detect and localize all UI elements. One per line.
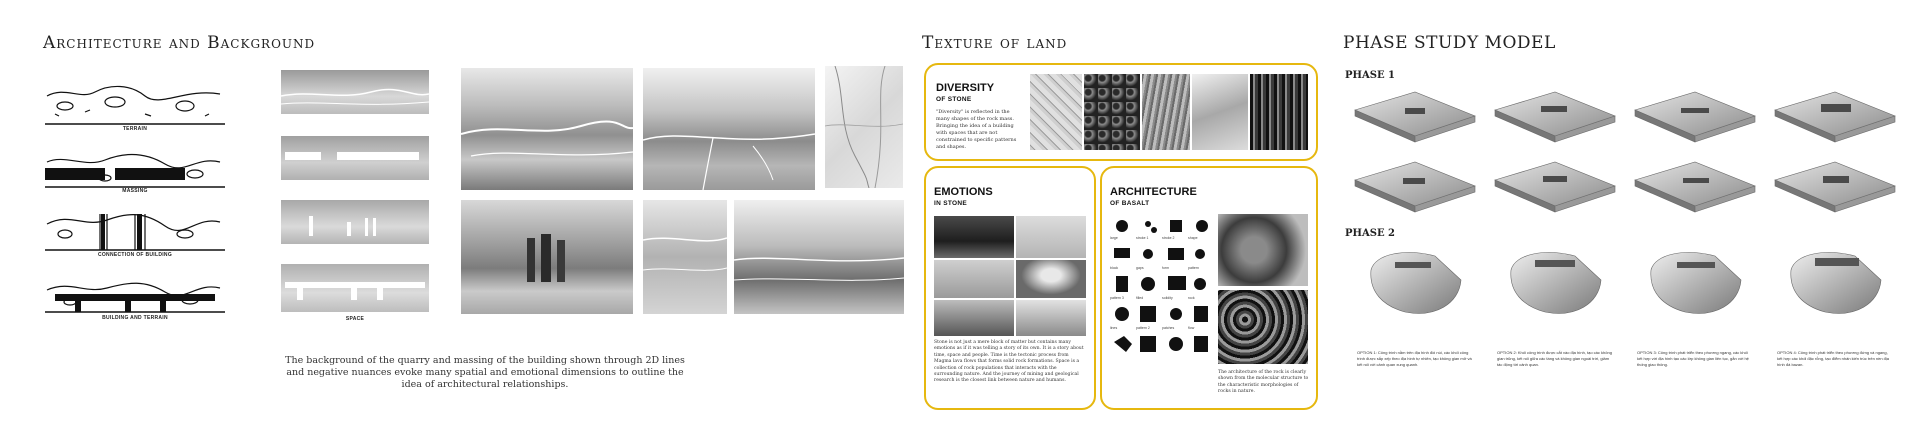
watercolor-tile-6-lines: [734, 200, 904, 314]
emotion-photo-5: [934, 300, 1014, 336]
phase2-models: [1365, 240, 1905, 340]
section-tile-1-lines: [281, 70, 429, 114]
basalt-pattern-label: rock: [1188, 296, 1195, 300]
basalt-pattern-label: block: [1110, 266, 1119, 270]
texture-title: Texture of land: [922, 33, 1068, 53]
emotions-subtitle: IN STONE: [934, 200, 967, 207]
watercolor-tile-5: [643, 200, 727, 314]
section-tile-1: [281, 70, 429, 114]
basalt-pattern-label: pattern 3: [1110, 296, 1124, 300]
basalt-pattern-label: shape: [1188, 236, 1198, 240]
basalt-title: ARCHITECTURE: [1110, 186, 1197, 198]
stone-texture-fractured: [1192, 74, 1248, 150]
watercolor-tile-1: [461, 68, 633, 190]
basalt-pattern-label: solidity: [1162, 296, 1173, 300]
basalt-pattern-label: flow: [1188, 326, 1195, 330]
watercolor-tile-4: [461, 200, 633, 314]
basalt-text: The architecture of the rock is clearly shown from the molecular structure to the characteristic morphologies of rocks in nature.: [1218, 370, 1309, 395]
sketch-label-connection: CONNECTION OF BUILDING: [97, 252, 173, 258]
diversity-title: DIVERSITY: [936, 82, 995, 94]
basalt-pattern-label: pattern 2: [1136, 326, 1150, 330]
phase1-model-drawings: [1345, 80, 1905, 230]
stone-texture-strata: [1142, 74, 1190, 150]
space-label: SPACE: [345, 316, 365, 322]
basalt-pattern-label: lines: [1110, 326, 1118, 330]
phase1-models: [1345, 80, 1905, 230]
emotion-photo-6: [1016, 300, 1086, 336]
emotions-title: EMOTIONS: [934, 186, 993, 198]
basalt-pattern-label: stroke 1: [1136, 236, 1149, 240]
architecture-caption: The background of the quarry and massing of the building shown through 2D lines and negative nuances evoke many spatial and emotional dimensions to outline the idea of architectural relationships.: [285, 355, 685, 390]
basalt-pattern-label: stroke 2: [1162, 236, 1175, 240]
emotions-box: [924, 166, 1096, 410]
watercolor-tile-5-lines: [643, 200, 727, 314]
architecture-title: Architecture and Background: [43, 33, 316, 53]
section-tile-2: [281, 136, 429, 180]
emotion-photo-1: [934, 216, 1014, 258]
phase2-model-drawings: [1365, 240, 1905, 340]
phase2-label: PHASE 2: [1345, 228, 1396, 239]
diversity-subtitle: OF STONE: [936, 96, 972, 103]
basalt-pattern-label: pattern: [1188, 266, 1199, 270]
diversity-text: "Diversity" is reflected in the many shapes of the rock mass. Bringing the idea of a building with spaces that are not constrained to specific patterns and shapes.: [936, 109, 1017, 150]
basalt-pattern-label: gaps: [1136, 266, 1144, 270]
option-2-text: OPTION 2: Khối công trình được cắt vào địa hình, tạo các không gian trũng, kết nối giữa các tầng và không gian ngoài trời, giảm tác động tới cảnh quan.: [1497, 350, 1612, 367]
stone-texture-columnar: [1250, 74, 1308, 150]
basalt-box: [1100, 166, 1318, 410]
phase1-label: PHASE 1: [1345, 70, 1396, 81]
watercolor-tile-2-lines: [643, 68, 815, 190]
option-1-text: OPTION 1: Công trình nằm trên địa hình đồi núi, các khối công trình được sắp xếp theo địa hình tự nhiên, tạo không gian mở và kết nối với cảnh quan xung quanh.: [1357, 350, 1472, 367]
basalt-pattern-label: form: [1162, 266, 1169, 270]
section-tile-4: [281, 264, 429, 312]
emotion-photo-3: [934, 260, 1014, 298]
sketch-label-terrain: TERRAIN: [122, 126, 148, 132]
basalt-pattern-label: large: [1110, 236, 1118, 240]
watercolor-tile-6: [734, 200, 904, 314]
watercolor-tile-2: [643, 68, 815, 190]
basalt-pattern-label: filled: [1136, 296, 1144, 300]
stone-texture-cracked: [1030, 74, 1082, 150]
stone-texture-honeycomb: [1084, 74, 1140, 150]
emotions-text: Stone is not just a mere block of matter but contains many emotions as if it was telling a story of its own. It is a story about time, space and people. Time is the tectonic process from Magma lava flows that forms solid rock formations. Space is a collection of rock populations that interacts with the surrounding nature. And the journey of mining and geological research is the closest link between nature and humans.: [934, 340, 1084, 384]
option-3-text: OPTION 3: Công trình phát triển theo phương ngang, các khối kết hợp với địa hình tạo các lớp không gian liên tục, gắn với hệ thống giao thông.: [1637, 350, 1749, 367]
sketch-label-massing: MASSING: [122, 188, 148, 194]
watercolor-tile-1-lines: [461, 68, 633, 190]
basalt-micro-2: [1218, 290, 1308, 364]
basalt-pattern-grid: [1110, 214, 1214, 364]
emotion-photo-2: [1016, 216, 1086, 258]
basalt-subtitle: OF BASALT: [1110, 200, 1150, 207]
phase-title: PHASE STUDY MODEL: [1343, 33, 1556, 53]
section-tile-3: [281, 200, 429, 244]
basalt-micro-1: [1218, 214, 1308, 286]
watercolor-tile-3-lines: [825, 66, 903, 188]
emotion-photo-4: [1016, 260, 1086, 298]
watercolor-tile-3: [825, 66, 903, 188]
option-4-text: OPTION 4: Công trình phát triển theo phương đứng và ngang, kết hợp các khối đặc rỗng, tạo điểm nhấn kiến trúc trên nền địa hình đá bazan.: [1777, 350, 1890, 367]
diversity-box: [924, 63, 1318, 161]
sketch-label-building-terrain: BUILDING AND TERRAIN: [102, 315, 168, 321]
basalt-pattern-label: patches: [1162, 326, 1175, 330]
